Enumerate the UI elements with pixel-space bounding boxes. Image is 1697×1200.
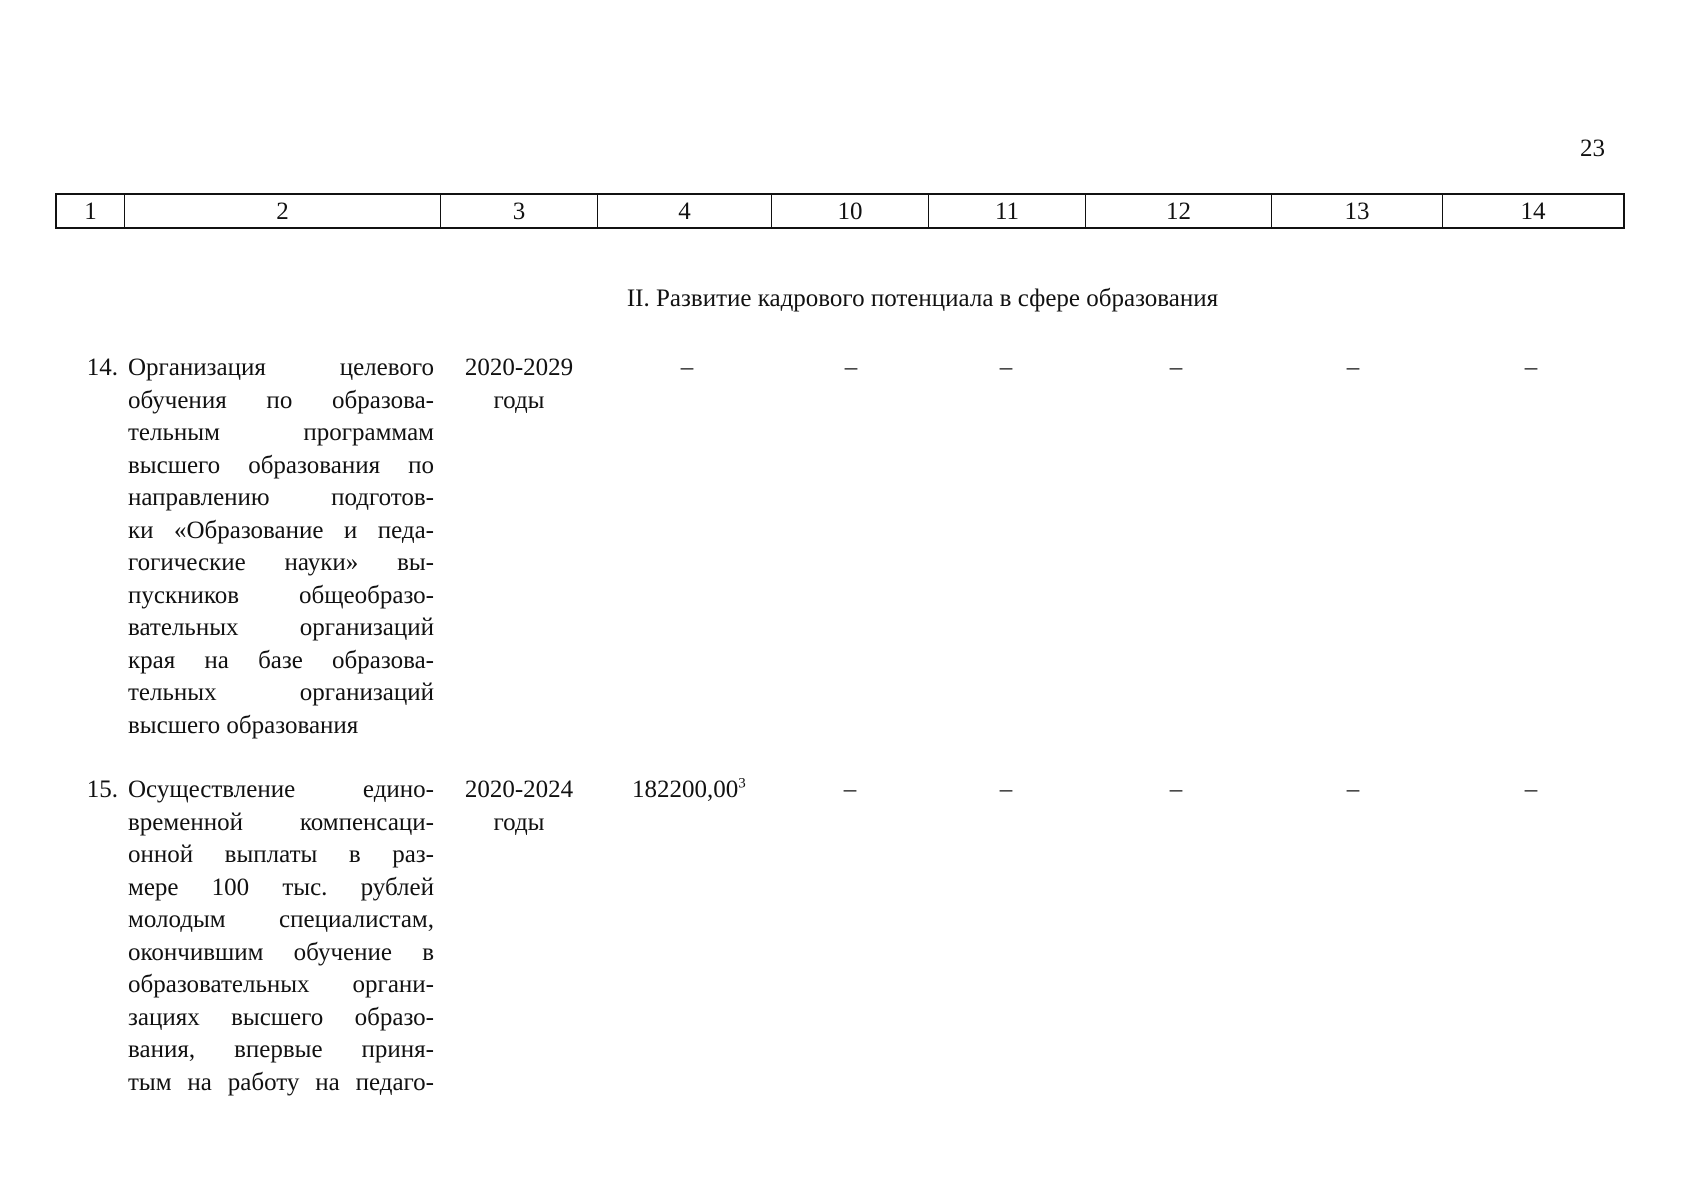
cell-col-13: – bbox=[1346, 776, 1360, 803]
cell-col-12: – bbox=[1169, 776, 1183, 803]
row-period bbox=[448, 352, 590, 417]
description-line: Организация целевого bbox=[128, 354, 434, 381]
row-description bbox=[128, 774, 434, 1099]
description-line: молодым специалистам, bbox=[128, 906, 434, 933]
description-line: зациях высшего образо- bbox=[128, 1003, 434, 1031]
section-title: II. Развитие кадрового потенциала в сфере образования bbox=[626, 285, 1219, 312]
row-description bbox=[128, 352, 434, 742]
description-line: направлению подготов- bbox=[128, 484, 434, 511]
description-line: мере 100 тыс. рублей bbox=[128, 873, 434, 901]
period-unit: годы bbox=[493, 808, 545, 836]
header-col-2: 2 bbox=[125, 195, 441, 227]
page-number: 23 bbox=[1580, 135, 1605, 162]
cell-col-4: – bbox=[680, 354, 694, 381]
cell-col-11: – bbox=[999, 354, 1013, 381]
description-line: края на базе образова- bbox=[128, 646, 434, 674]
description-line: временной компенсаци- bbox=[128, 808, 434, 836]
description-line: вательных организаций bbox=[128, 614, 434, 641]
cell-col-14: – bbox=[1524, 776, 1538, 803]
description-line: высшего образования по bbox=[128, 451, 434, 479]
description-line: образовательных органи- bbox=[128, 971, 434, 998]
description-line: гогические науки» вы- bbox=[128, 549, 434, 576]
description-line: пускников общеобразо- bbox=[128, 581, 434, 609]
cell-col-13: – bbox=[1346, 354, 1360, 381]
description-line: окончившим обучение в bbox=[128, 938, 434, 966]
description-line: Осуществление едино- bbox=[128, 776, 434, 803]
description-line: тельным программам bbox=[128, 419, 434, 446]
header-col-13: 13 bbox=[1272, 195, 1443, 227]
header-col-1: 1 bbox=[57, 195, 125, 227]
row-number: 14. bbox=[86, 354, 118, 381]
cell-col-14: – bbox=[1524, 354, 1538, 381]
cell-col-11: – bbox=[999, 776, 1013, 803]
amount-value: 182200,00 bbox=[632, 776, 739, 803]
period-years: 2020-2024 bbox=[464, 776, 574, 803]
description-line: тельных организаций bbox=[128, 679, 434, 706]
description-line: обучения по образова- bbox=[128, 386, 434, 414]
header-col-10: 10 bbox=[772, 195, 929, 227]
description-line: высшего образования bbox=[128, 711, 359, 739]
row-number: 15. bbox=[86, 776, 118, 803]
description-line: вания, впервые приня- bbox=[128, 1036, 434, 1063]
cell-col-12: – bbox=[1169, 354, 1183, 381]
cell-col-10: – bbox=[844, 354, 858, 381]
column-number-header bbox=[55, 193, 1625, 229]
period-years: 2020-2029 bbox=[464, 354, 574, 381]
description-line: ки «Образование и педа- bbox=[128, 516, 434, 544]
header-col-14: 14 bbox=[1520, 198, 1546, 225]
footnote-marker: 3 bbox=[738, 775, 746, 792]
header-col-3: 3 bbox=[441, 195, 598, 227]
header-col-4: 4 bbox=[598, 195, 772, 227]
row-period bbox=[448, 774, 590, 839]
period-unit: годы bbox=[493, 386, 545, 414]
header-col-12: 12 bbox=[1086, 195, 1272, 227]
description-line: онной выплаты в раз- bbox=[128, 841, 434, 868]
cell-col-10: – bbox=[843, 776, 857, 803]
description-line: тым на работу на педаго- bbox=[128, 1068, 434, 1096]
header-col-11: 11 bbox=[929, 195, 1086, 227]
